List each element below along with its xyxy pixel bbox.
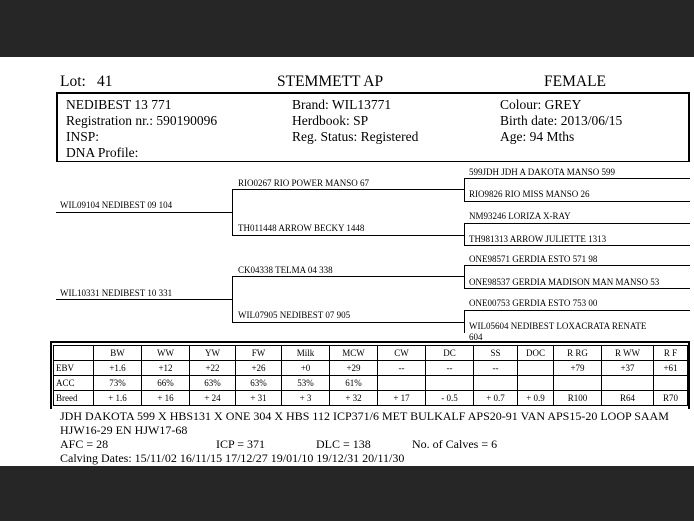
ebv-cell: R WW [602, 346, 654, 361]
ebv-cell: R100 [554, 391, 602, 406]
ebv-cell: +37 [602, 361, 654, 376]
ebv-cell: + 3 [282, 391, 330, 406]
ebv-cell: MCW [330, 346, 378, 361]
registration-number: Registration nr.: 590190096 [66, 113, 218, 128]
pedigree-ddd-suffix: 604 [469, 332, 483, 342]
ebv-cell: +1.6 [94, 361, 142, 376]
animal-name: NEDIBEST 13 771 [66, 97, 172, 112]
ebv-cell: + 1.6 [94, 391, 142, 406]
herdbook: Herdbook: SP [292, 113, 369, 128]
ebv-cell: BW [94, 346, 142, 361]
birth-date: Birth date: 2013/06/15 [500, 113, 623, 128]
ebv-cell: -- [378, 361, 426, 376]
lot-number: 41 [97, 73, 113, 90]
dds-line [464, 310, 690, 311]
insp-label: INSP: [66, 129, 100, 144]
pedigree-dss: ONE98571 GERDIA ESTO 571 98 [469, 254, 598, 264]
ebv-cell: + 0.9 [518, 391, 554, 406]
ebv-cell: 66% [142, 376, 190, 391]
icp-value: ICP = 371 [216, 437, 265, 451]
ebv-cell: 63% [190, 376, 236, 391]
ebv-cell: 63% [236, 376, 282, 391]
ds-bracket [464, 265, 465, 288]
ebv-cell: EBV [54, 361, 94, 376]
dam-line [56, 299, 232, 300]
top-dark-band [0, 0, 694, 57]
animal-title: STEMMETT AP [277, 73, 384, 90]
ebv-cell: WW [142, 346, 190, 361]
sire-bracket [232, 189, 233, 235]
ebv-cell [518, 361, 554, 376]
reg-status: Reg. Status: Registered [292, 129, 419, 144]
ebv-cell: 53% [282, 376, 330, 391]
ds-line [232, 276, 464, 277]
ebv-cell: Breed [54, 391, 94, 406]
pedigree-dam-dam: WIL07905 NEDIBEST 07 905 [238, 310, 351, 320]
brand: Brand: WIL13771 [292, 97, 392, 112]
pedigree-sire-sire: RIO0267 RIO POWER MANSO 67 [238, 178, 370, 188]
dam-bracket [232, 276, 233, 322]
ebv-table [53, 345, 688, 406]
ebv-data-row [54, 376, 688, 391]
ebv-cell [426, 376, 474, 391]
ebv-cell: +22 [190, 361, 236, 376]
ebv-cell: +61 [654, 361, 688, 376]
calving-dates: Calving Dates: 15/11/02 16/11/15 17/12/27 19/01/10 19/12/31 20/11/30 [60, 451, 405, 465]
pedigree-dds: ONE00753 GERDIA ESTO 753 00 [469, 298, 598, 308]
pedigree-dsd: ONE98537 GERDIA MADISON MAN MANSO 53 [469, 277, 660, 287]
dd-line [232, 322, 464, 323]
sdd-line [464, 245, 690, 246]
sss-line [464, 178, 690, 179]
sd-bracket [464, 223, 465, 245]
ebv-data-row [54, 361, 688, 376]
catalogue-page [0, 57, 694, 466]
ebv-cell: +79 [554, 361, 602, 376]
ebv-cell: + 31 [236, 391, 282, 406]
ebv-cell: DOC [518, 346, 554, 361]
ebv-cell: +12 [142, 361, 190, 376]
ebv-cell: + 0.7 [474, 391, 518, 406]
ebv-cell: 73% [94, 376, 142, 391]
ebv-cell [518, 376, 554, 391]
pedigree-ddd: WIL05604 NEDIBEST LOXACRATA RENATE [469, 321, 647, 331]
bottom-dark-band [0, 466, 694, 521]
ebv-cell: + 16 [142, 391, 190, 406]
ebv-cell: +29 [330, 361, 378, 376]
colour: Colour: GREY [500, 97, 582, 112]
dd-bracket [464, 310, 465, 333]
sex-label: FEMALE [544, 73, 606, 90]
ebv-data-row [54, 391, 688, 406]
ebv-cell: +26 [236, 361, 282, 376]
pedigree-sire-dam: TH011448 ARROW BECKY 1448 [238, 223, 365, 233]
ebv-cell [474, 376, 518, 391]
breeding-notes-line2: HJW16-29 EN HJW17-68 [60, 423, 188, 437]
ebv-cell: YW [190, 346, 236, 361]
ebv-header-row [54, 346, 688, 361]
ebv-cell: - 0.5 [426, 391, 474, 406]
dss-line [464, 265, 690, 266]
ss-bracket [464, 178, 465, 201]
pedigree-dam-sire: CK04338 TELMA 04 338 [238, 265, 333, 275]
calves-count: No. of Calves = 6 [412, 437, 498, 451]
ssd-line [464, 201, 690, 202]
ebv-cell: R70 [654, 391, 688, 406]
ebv-cell: SS [474, 346, 518, 361]
ebv-cell: FW [236, 346, 282, 361]
ebv-cell [378, 376, 426, 391]
ebv-cell: + 32 [330, 391, 378, 406]
pedigree-sss: 599JDH JDH A DAKOTA MANSO 599 [469, 167, 616, 177]
ebv-cell: DC [426, 346, 474, 361]
ebv-cell: + 17 [378, 391, 426, 406]
pedigree-sds: NM93246 LORIZA X-RAY [469, 211, 571, 221]
ebv-cell [554, 376, 602, 391]
ebv-cell: Milk [282, 346, 330, 361]
sd-line [232, 235, 464, 236]
breeding-notes-line1: JDH DAKOTA 599 X HBS131 X ONE 304 X HBS 112 ICP371/6 MET BULKALF APS20-91 VAN APS15-20 LOOP SAAM [60, 409, 669, 423]
pedigree-ssd: RIO9826 RIO MISS MANSO 26 [469, 189, 590, 199]
ebv-cell [602, 376, 654, 391]
dna-profile-label: DNA Profile: [66, 145, 139, 160]
ebv-cell: + 24 [190, 391, 236, 406]
sire-line [56, 212, 232, 213]
sds-line [464, 223, 690, 224]
ss-line [232, 189, 464, 190]
dlc-value: DLC = 138 [316, 437, 371, 451]
lot-label: Lot: [60, 73, 86, 90]
pedigree-sdd: TH981313 ARROW JULIETTE 1313 [469, 234, 607, 244]
ebv-cell: -- [474, 361, 518, 376]
pedigree-sire: WIL09104 NEDIBEST 09 104 [60, 200, 173, 210]
age: Age: 94 Mths [500, 129, 575, 144]
ebv-cell [54, 346, 94, 361]
ebv-cell [654, 376, 688, 391]
ebv-cell: R64 [602, 391, 654, 406]
pedigree-dam: WIL10331 NEDIBEST 10 331 [60, 288, 173, 298]
ebv-cell: R RG [554, 346, 602, 361]
afc-value: AFC = 28 [60, 437, 109, 451]
ebv-cell: CW [378, 346, 426, 361]
ebv-cell: R F [654, 346, 688, 361]
ebv-cell: ACC [54, 376, 94, 391]
ebv-cell: -- [426, 361, 474, 376]
dsd-line [464, 288, 690, 289]
ebv-cell: +0 [282, 361, 330, 376]
ebv-cell: 61% [330, 376, 378, 391]
